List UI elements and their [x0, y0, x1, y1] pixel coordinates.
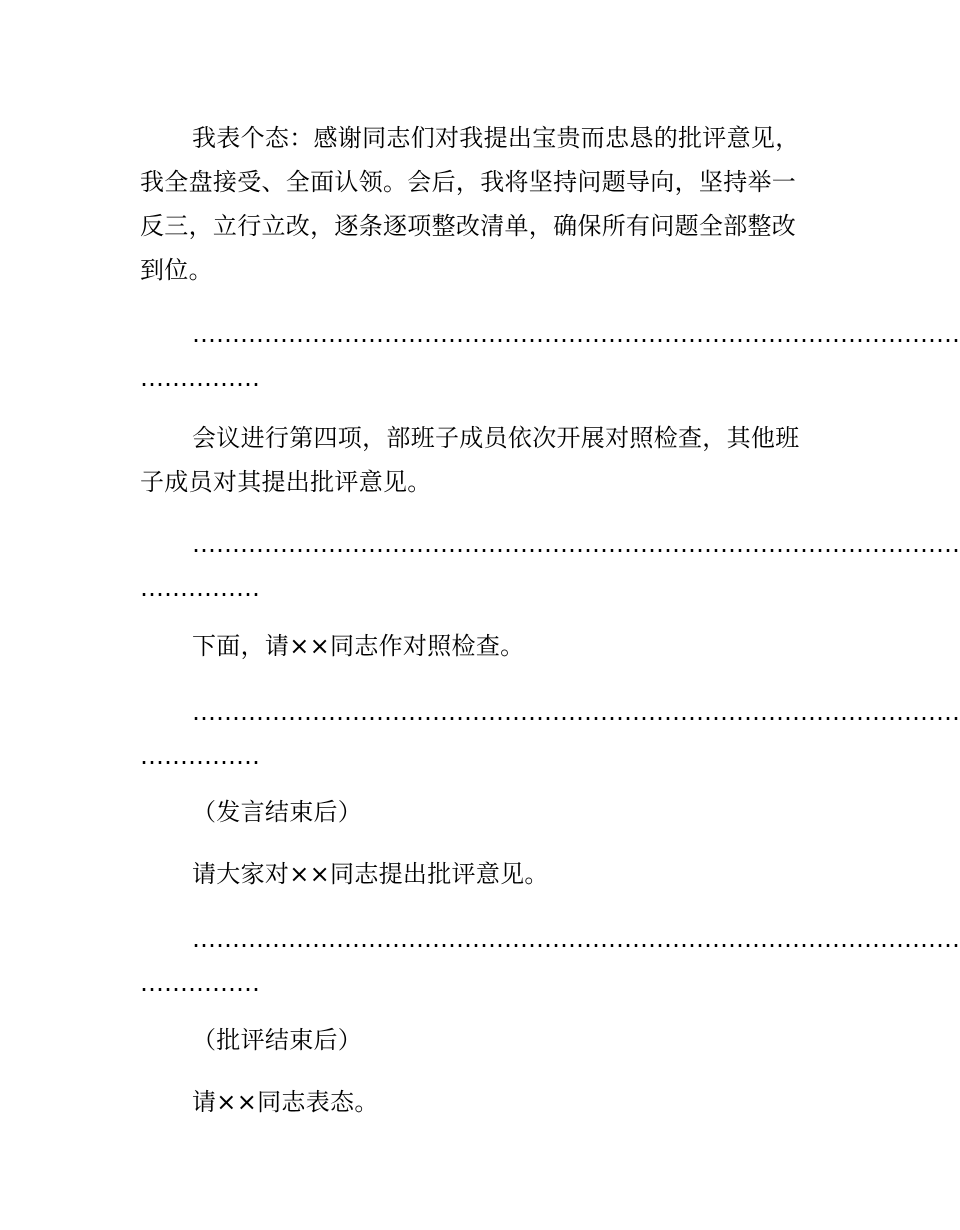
paragraph-after-criticism-note: （批评结束后）: [192, 1026, 363, 1054]
ellipsis-separator-1: [140, 312, 960, 400]
ellipsis-line: ……………: [140, 742, 260, 770]
ellipsis-line: ……………………………………………………………………………………: [192, 320, 960, 348]
ellipsis-line: ……………: [140, 574, 260, 602]
ellipsis-line: ……………………………………………………………………………………: [192, 925, 960, 953]
ellipsis-separator-3: [140, 690, 960, 778]
paragraph-self-inspection-request: 下面，请××同志作对照检查。: [192, 632, 525, 660]
ellipsis-line: ……………………………………………………………………………………: [192, 530, 960, 558]
ellipsis-line: ……………: [140, 969, 260, 997]
ellipsis-line: ……………………………………………………………………………………: [192, 698, 960, 726]
paragraph-after-speech-note: （发言结束后）: [192, 798, 363, 826]
paragraph-statement: 我表个态：感谢同志们对我提出宝贵而忠恳的批评意见，我全盘接受、全面认领。会后，我将坚持问题导向，坚持举一反三，立行立改，逐条逐项整改清单，确保所有问题全部整改到位。: [140, 124, 800, 284]
ellipsis-separator-4: [140, 917, 960, 1005]
ellipsis-line: ……………: [140, 364, 260, 392]
ellipsis-separator-2: [140, 522, 960, 610]
paragraph-position-statement-request: 请××同志表态。: [192, 1088, 379, 1116]
paragraph-criticism-request: 请大家对××同志提出批评意见。: [192, 860, 549, 888]
paragraph-agenda-item-four: 会议进行第四项，部班子成员依次开展对照检查，其他班子成员对其提出批评意见。: [140, 424, 800, 496]
